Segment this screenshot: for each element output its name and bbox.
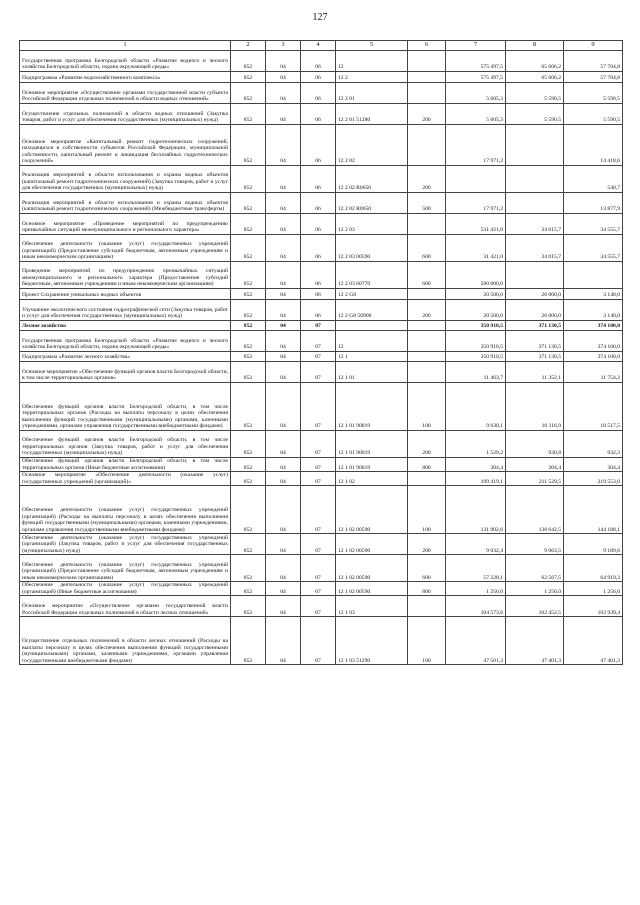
cell-admin-code: 852 [231, 289, 266, 300]
cell-section: 04 [266, 166, 301, 193]
header-col-7: 7 [446, 41, 506, 51]
table-row [20, 300, 623, 321]
cell-admin-code: 852 [231, 534, 266, 555]
cell-target-article: 12 2 03 00590 [336, 235, 408, 262]
cell-amount-col8: 26 000,0 [506, 289, 564, 300]
cell-expense-type [408, 596, 446, 617]
cell-amount-col7: 57 228,1 [446, 555, 506, 582]
cell-subsection: 07 [301, 431, 336, 458]
cell-amount-col8: 5 590,5 [506, 83, 564, 104]
cell-subsection: 06 [301, 262, 336, 289]
cell-admin-code: 852 [231, 300, 266, 321]
table-row [20, 262, 623, 289]
cell-amount-col8: 371 130,5 [506, 352, 564, 362]
cell-target-article: 12 1 02 [336, 472, 408, 486]
cell-amount-col9: 14 418,6 [564, 125, 623, 166]
cell-name: Проект Сохранение уникальных водных объектов [20, 289, 231, 300]
cell-name: Государственная программа Белгородской области «Развитие водного и лесного хозяйства Белгородской области, охрана окружающей среды» [20, 331, 231, 352]
cell-name: Основное мероприятие «Проведение мероприятий по предупреждению чрезвычайных ситуаций межмуниципального и регионального характера» [20, 214, 231, 235]
cell-amount-col7: 531 421,0 [446, 214, 506, 235]
cell-amount-col9: 1 256,0 [564, 582, 623, 596]
cell-expense-type: 100 [408, 617, 446, 665]
cell-amount-col8: 65 606,2 [506, 72, 564, 83]
cell-admin-code: 852 [231, 262, 266, 289]
cell-amount-col9: 540,7 [564, 166, 623, 193]
cell-amount-col7: 199 419,1 [446, 472, 506, 486]
cell-section: 04 [266, 582, 301, 596]
cell-name: Государственная программа Белгородской области «Развитие водного и лесного хозяйства Белгородской области, охрана окружающей среды» [20, 51, 231, 72]
cell-name: Основное мероприятие «Осуществление органами государственной власти Российской Федерации отдельных полномочий в области лесных отношений» [20, 596, 231, 617]
table-row [20, 125, 623, 166]
cell-target-article: 12 1 03 [336, 596, 408, 617]
cell-expense-type: 600 [408, 235, 446, 262]
cell-amount-col7: 575 497,5 [446, 51, 506, 72]
cell-section: 04 [266, 596, 301, 617]
header-col-8: 8 [506, 41, 564, 51]
cell-section: 04 [266, 458, 301, 472]
cell-amount-col9: 144 188,1 [564, 486, 623, 534]
cell-expense-type [408, 331, 446, 352]
cell-amount-col7: 1 256,0 [446, 582, 506, 596]
cell-amount-col7: 11 463,7 [446, 362, 506, 383]
cell-subsection: 06 [301, 125, 336, 166]
cell-admin-code: 852 [231, 51, 266, 72]
cell-expense-type: 500 [408, 193, 446, 214]
cell-amount-col9: 374 100,0 [564, 352, 623, 362]
cell-amount-col8: 1 256,0 [506, 582, 564, 596]
cell-amount-col8: 10 116,9 [506, 383, 564, 431]
table-row [20, 383, 623, 431]
cell-section: 04 [266, 534, 301, 555]
cell-amount-col9: 34 555,7 [564, 235, 623, 262]
cell-amount-col9: 64 919,3 [564, 555, 623, 582]
cell-amount-col8: 11 352,1 [506, 362, 564, 383]
cell-target-article: 12 2 G8 50900 [336, 300, 408, 321]
header-col-2: 2 [231, 41, 266, 51]
cell-expense-type: 100 [408, 383, 446, 431]
cell-amount-col8: 34 015,7 [506, 214, 564, 235]
cell-target-article: 12 2 03 [336, 214, 408, 235]
cell-target-article: 12 2 01 [336, 83, 408, 104]
cell-target-article: 12 1 01 90019 [336, 458, 408, 472]
cell-amount-col8: 930,8 [506, 431, 564, 458]
cell-section: 04 [266, 300, 301, 321]
cell-name: Обеспечение деятельности (оказание услуг) государственных учреждений (организаций) (Расходы на выплаты персоналу в целях обеспечения выполнения функций государственными (муниципальными) органами, казенными учреждениями, органами управления государственными внебюджетными фондами) [20, 486, 231, 534]
cell-target-article: 12 2 01 51280 [336, 104, 408, 125]
cell-amount-col8: 9 063,5 [506, 534, 564, 555]
cell-name: Лесное хозяйство [20, 321, 231, 331]
cell-target-article: 12 2 02 R0650 [336, 166, 408, 193]
cell-target-article: 12 1 02 00590 [336, 555, 408, 582]
cell-subsection: 07 [301, 534, 336, 555]
cell-expense-type: 200 [408, 104, 446, 125]
table-row [20, 289, 623, 300]
cell-section: 04 [266, 617, 301, 665]
cell-amount-col8: 138 642,5 [506, 486, 564, 534]
cell-amount-col7: 1 529,2 [446, 431, 506, 458]
cell-amount-col7: 304,4 [446, 458, 506, 472]
cell-subsection: 06 [301, 193, 336, 214]
cell-amount-col8 [506, 125, 564, 166]
cell-subsection: 07 [301, 352, 336, 362]
cell-amount-col8: 304,4 [506, 458, 564, 472]
table-row [20, 193, 623, 214]
cell-amount-col8: 26 000,0 [506, 300, 564, 321]
cell-name: Реализация мероприятий в области использования и охраны водных объектов (капитальный ремонт гидротехнических сооружений) (Межбюджетные трансферты) [20, 193, 231, 214]
cell-amount-col7: 104 573,6 [446, 596, 506, 617]
cell-amount-col7: 131 902,6 [446, 486, 506, 534]
cell-admin-code: 852 [231, 83, 266, 104]
cell-amount-col9: 103 939,4 [564, 596, 623, 617]
table-row [20, 83, 623, 104]
cell-name: Улучшение экологического состояния гидрографической сети (Закупка товаров, работ и услуг для обеспечения государственных (муниципальных) нужд) [20, 300, 231, 321]
cell-subsection: 06 [301, 104, 336, 125]
cell-target-article: 12 1 01 90019 [336, 383, 408, 431]
cell-amount-col7 [446, 166, 506, 193]
cell-amount-col9: 219 553,0 [564, 472, 623, 486]
cell-target-article: 12 2 [336, 72, 408, 83]
cell-name: Подпрограмма «Развитие водохозяйственного комплекса» [20, 72, 231, 83]
cell-amount-col8 [506, 166, 564, 193]
cell-subsection: 07 [301, 321, 336, 331]
cell-name: Подпрограмма «Развитие лесного хозяйства» [20, 352, 231, 362]
cell-amount-col9: 304,4 [564, 458, 623, 472]
cell-name: Осуществление отдельных полномочий в области лесных отношений (Расходы на выплаты персоналу в целях обеспечения выполнения функций государственными (муниципальными) органами, казенными учреждениями, органами управления государственными внебюджетными фондами) [20, 617, 231, 665]
cell-admin-code: 852 [231, 383, 266, 431]
cell-section: 04 [266, 289, 301, 300]
cell-expense-type [408, 72, 446, 83]
cell-target-article: 12 2 02 R0650 [336, 193, 408, 214]
table-row [20, 352, 623, 362]
cell-admin-code: 852 [231, 235, 266, 262]
cell-section: 04 [266, 214, 301, 235]
header-col-9: 9 [564, 41, 623, 51]
cell-section: 04 [266, 104, 301, 125]
cell-amount-col7: 47 501,3 [446, 617, 506, 665]
cell-admin-code: 852 [231, 362, 266, 383]
cell-expense-type [408, 362, 446, 383]
header-col-3: 3 [266, 41, 301, 51]
cell-amount-col9: 10 517,5 [564, 383, 623, 431]
cell-target-article: 12 [336, 331, 408, 352]
cell-amount-col7: 5 605,3 [446, 104, 506, 125]
cell-subsection: 07 [301, 555, 336, 582]
cell-amount-col9: 932,3 [564, 431, 623, 458]
cell-subsection: 07 [301, 331, 336, 352]
table-row [20, 214, 623, 235]
cell-target-article: 12 1 [336, 352, 408, 362]
budget-table [19, 40, 623, 665]
cell-admin-code: 852 [231, 72, 266, 83]
cell-name: Проведение мероприятий по предупреждению чрезвычайных ситуаций межмуниципального и регионального характера (Предоставление субсидий бюджетным, автономным учреждениям и иным некоммерческим организациям) [20, 262, 231, 289]
cell-expense-type: 600 [408, 555, 446, 582]
cell-admin-code: 852 [231, 486, 266, 534]
cell-subsection: 06 [301, 72, 336, 83]
cell-name: Осуществление отдельных полномочий в области водных отношений (Закупка товаров, работ и услуг для обеспечения государственных (муниципальных) нужд) [20, 104, 231, 125]
header-row [20, 41, 623, 51]
table-row [20, 596, 623, 617]
table-row [20, 362, 623, 383]
cell-section: 04 [266, 331, 301, 352]
cell-amount-col9 [564, 262, 623, 289]
cell-amount-col8 [506, 193, 564, 214]
cell-subsection: 07 [301, 383, 336, 431]
cell-section: 04 [266, 83, 301, 104]
cell-target-article: 12 [336, 51, 408, 72]
table-row [20, 486, 623, 534]
page-number: 127 [312, 12, 328, 23]
cell-amount-col7: 9 032,4 [446, 534, 506, 555]
cell-section: 04 [266, 486, 301, 534]
cell-target-article [336, 321, 408, 331]
cell-section: 04 [266, 125, 301, 166]
cell-expense-type: 100 [408, 486, 446, 534]
table-row [20, 104, 623, 125]
cell-admin-code: 852 [231, 617, 266, 665]
cell-target-article: 12 1 01 [336, 362, 408, 383]
cell-target-article: 12 2 02 [336, 125, 408, 166]
cell-name: Обеспечение функций органов власти Белгородской области, в том числе территориальных органов (Расходы на выплаты персоналу в целях обеспечения выполнения функций государственными (муниципальными) органами, казенными учреждениями, органами управления государственными внебюджетными фондами) [20, 383, 231, 431]
cell-subsection: 07 [301, 486, 336, 534]
cell-amount-col7: 9 630,1 [446, 383, 506, 431]
table-row [20, 458, 623, 472]
cell-name: Обеспечение деятельности (оказание услуг) государственных учреждений (организаций) (Предоставление субсидий бюджетным, автономным учреждениям и иным некоммерческим организациям) [20, 555, 231, 582]
cell-expense-type [408, 214, 446, 235]
cell-name: Обеспечение функций органов власти Белгородской области, в том числе территориальных органов (Закупка товаров, работ и услуг для обеспечения государственных (муниципальных) нужд) [20, 431, 231, 458]
cell-target-article: 12 1 02 00590 [336, 582, 408, 596]
header-col-4: 4 [301, 41, 336, 51]
cell-amount-col8: 65 606,2 [506, 51, 564, 72]
cell-expense-type [408, 352, 446, 362]
cell-admin-code: 852 [231, 596, 266, 617]
cell-admin-code: 852 [231, 321, 266, 331]
cell-amount-col9: 3 140,0 [564, 289, 623, 300]
cell-admin-code: 852 [231, 104, 266, 125]
cell-expense-type [408, 321, 446, 331]
table-row [20, 166, 623, 193]
cell-expense-type: 800 [408, 582, 446, 596]
cell-amount-col7: 17 971,2 [446, 193, 506, 214]
cell-subsection: 06 [301, 51, 336, 72]
cell-name: Обеспечение функций органов власти Белгородской области, в том числе территориальных органов (Иные бюджетные ассигнования) [20, 458, 231, 472]
cell-subsection: 07 [301, 472, 336, 486]
cell-expense-type: 800 [408, 458, 446, 472]
cell-amount-col9: 57 704,8 [564, 51, 623, 72]
cell-expense-type: 200 [408, 166, 446, 193]
cell-expense-type [408, 83, 446, 104]
cell-amount-col9: 34 555,7 [564, 214, 623, 235]
cell-admin-code: 852 [231, 582, 266, 596]
cell-amount-col7: 350 910,5 [446, 352, 506, 362]
table-body [20, 51, 623, 665]
cell-amount-col7: 20 500,0 [446, 289, 506, 300]
cell-expense-type [408, 289, 446, 300]
cell-section: 04 [266, 321, 301, 331]
cell-subsection: 06 [301, 300, 336, 321]
cell-name: Обеспечение деятельности (оказание услуг) государственных учреждений (организаций) (Предоставление субсидий бюджетным, автономным учреждениям и иным некоммерческим организациям) [20, 235, 231, 262]
table-row [20, 431, 623, 458]
cell-amount-col9: 374 100,0 [564, 331, 623, 352]
cell-amount-col8 [506, 262, 564, 289]
cell-amount-col9: 13 877,9 [564, 193, 623, 214]
cell-name: Реализация мероприятий в области использования и охраны водных объектов (капитальный ремонт гидротехнических сооружений) (Закупка товаров, работ и услуг для обеспечения государственных (муниципальных) нужд) [20, 166, 231, 193]
table-row [20, 331, 623, 352]
cell-amount-col8: 102 452,5 [506, 596, 564, 617]
cell-target-article: 12 2 03 60770 [336, 262, 408, 289]
cell-section: 04 [266, 472, 301, 486]
table-row [20, 472, 623, 486]
cell-amount-col7: 5 605,3 [446, 83, 506, 104]
cell-name: Основное мероприятие «Осуществление органами государственной власти субъекта Российской Федерации отдельных полномочий в области водных отношений» [20, 83, 231, 104]
cell-amount-col7: 500 000,0 [446, 262, 506, 289]
cell-section: 04 [266, 383, 301, 431]
cell-admin-code: 852 [231, 555, 266, 582]
cell-amount-col8: 371 130,5 [506, 331, 564, 352]
cell-amount-col8: 62 567,5 [506, 555, 564, 582]
cell-subsection: 07 [301, 596, 336, 617]
cell-section: 04 [266, 262, 301, 289]
cell-name: Основное мероприятие «Капитальный ремонт гидротехнических сооружений, находящихся в собственности субъектов Российской Федерации, муниципальной собственности, капитальный ремонт и ликвидация бесхозяйных гидротехнических сооружений» [20, 125, 231, 166]
cell-admin-code: 852 [231, 166, 266, 193]
cell-subsection: 07 [301, 617, 336, 665]
cell-amount-col7: 575 497,5 [446, 72, 506, 83]
table-row [20, 235, 623, 262]
cell-amount-col8: 34 015,7 [506, 235, 564, 262]
cell-admin-code: 852 [231, 331, 266, 352]
cell-expense-type: 200 [408, 534, 446, 555]
header-col-1: 1 [20, 41, 231, 51]
cell-target-article: 12 1 03 51290 [336, 617, 408, 665]
cell-name: Обеспечение деятельности (оказание услуг) государственных учреждений (организаций) (Закупка товаров, работ и услуг для обеспечения государственных (муниципальных) нужд) [20, 534, 231, 555]
cell-admin-code: 852 [231, 431, 266, 458]
table-row [20, 51, 623, 72]
header-col-6: 6 [408, 41, 446, 51]
cell-name: Основное мероприятие «Обеспечение функций органов власти Белгородской области, в том числе территориальных органов» [20, 362, 231, 383]
cell-section: 04 [266, 51, 301, 72]
cell-amount-col7: 20 500,0 [446, 300, 506, 321]
cell-amount-col9: 47 401,3 [564, 617, 623, 665]
cell-expense-type [408, 125, 446, 166]
table-row [20, 555, 623, 582]
cell-subsection: 07 [301, 582, 336, 596]
cell-subsection: 06 [301, 289, 336, 300]
cell-section: 04 [266, 362, 301, 383]
cell-subsection: 07 [301, 362, 336, 383]
cell-expense-type: 200 [408, 431, 446, 458]
cell-expense-type: 600 [408, 262, 446, 289]
table-row [20, 617, 623, 665]
cell-name: Обеспечение деятельности (оказание услуг) государственных учреждений (организаций) (Иные бюджетные ассигнования) [20, 582, 231, 596]
cell-amount-col8: 47 401,3 [506, 617, 564, 665]
cell-section: 04 [266, 72, 301, 83]
cell-amount-col9: 11 754,2 [564, 362, 623, 383]
cell-expense-type: 200 [408, 300, 446, 321]
table-row [20, 321, 623, 331]
cell-section: 04 [266, 235, 301, 262]
cell-target-article: 12 1 02 00590 [336, 486, 408, 534]
table-row [20, 534, 623, 555]
cell-subsection: 06 [301, 83, 336, 104]
cell-subsection: 06 [301, 235, 336, 262]
table-row [20, 72, 623, 83]
cell-target-article: 12 1 01 90019 [336, 431, 408, 458]
cell-admin-code: 852 [231, 193, 266, 214]
cell-name: Основное мероприятие «Обеспечение деятельности (оказание услуг) государственных учреждений (организаций)» [20, 472, 231, 486]
cell-section: 04 [266, 555, 301, 582]
cell-amount-col9: 57 704,8 [564, 72, 623, 83]
cell-amount-col8: 5 590,5 [506, 104, 564, 125]
cell-amount-col8: 211 529,5 [506, 472, 564, 486]
cell-amount-col9: 9 189,6 [564, 534, 623, 555]
table-row [20, 582, 623, 596]
cell-expense-type [408, 472, 446, 486]
cell-amount-col9: 3 140,0 [564, 300, 623, 321]
cell-section: 04 [266, 352, 301, 362]
cell-section: 04 [266, 431, 301, 458]
cell-section: 04 [266, 193, 301, 214]
cell-admin-code: 852 [231, 125, 266, 166]
cell-target-article: 12 1 02 00590 [336, 534, 408, 555]
cell-subsection: 06 [301, 166, 336, 193]
cell-target-article: 12 2 G8 [336, 289, 408, 300]
cell-admin-code: 852 [231, 352, 266, 362]
cell-amount-col9: 5 590,5 [564, 83, 623, 104]
cell-amount-col9: 5 590,5 [564, 104, 623, 125]
cell-amount-col7: 31 421,0 [446, 235, 506, 262]
cell-amount-col7: 17 971,2 [446, 125, 506, 166]
cell-admin-code: 852 [231, 472, 266, 486]
cell-amount-col9: 374 100,0 [564, 321, 623, 331]
cell-amount-col7: 350 910,5 [446, 331, 506, 352]
cell-admin-code: 852 [231, 214, 266, 235]
cell-amount-col8: 371 130,5 [506, 321, 564, 331]
header-col-5: 5 [336, 41, 408, 51]
cell-subsection: 06 [301, 214, 336, 235]
cell-subsection: 07 [301, 458, 336, 472]
cell-admin-code: 852 [231, 458, 266, 472]
cell-expense-type [408, 51, 446, 72]
cell-amount-col7: 350 910,5 [446, 321, 506, 331]
